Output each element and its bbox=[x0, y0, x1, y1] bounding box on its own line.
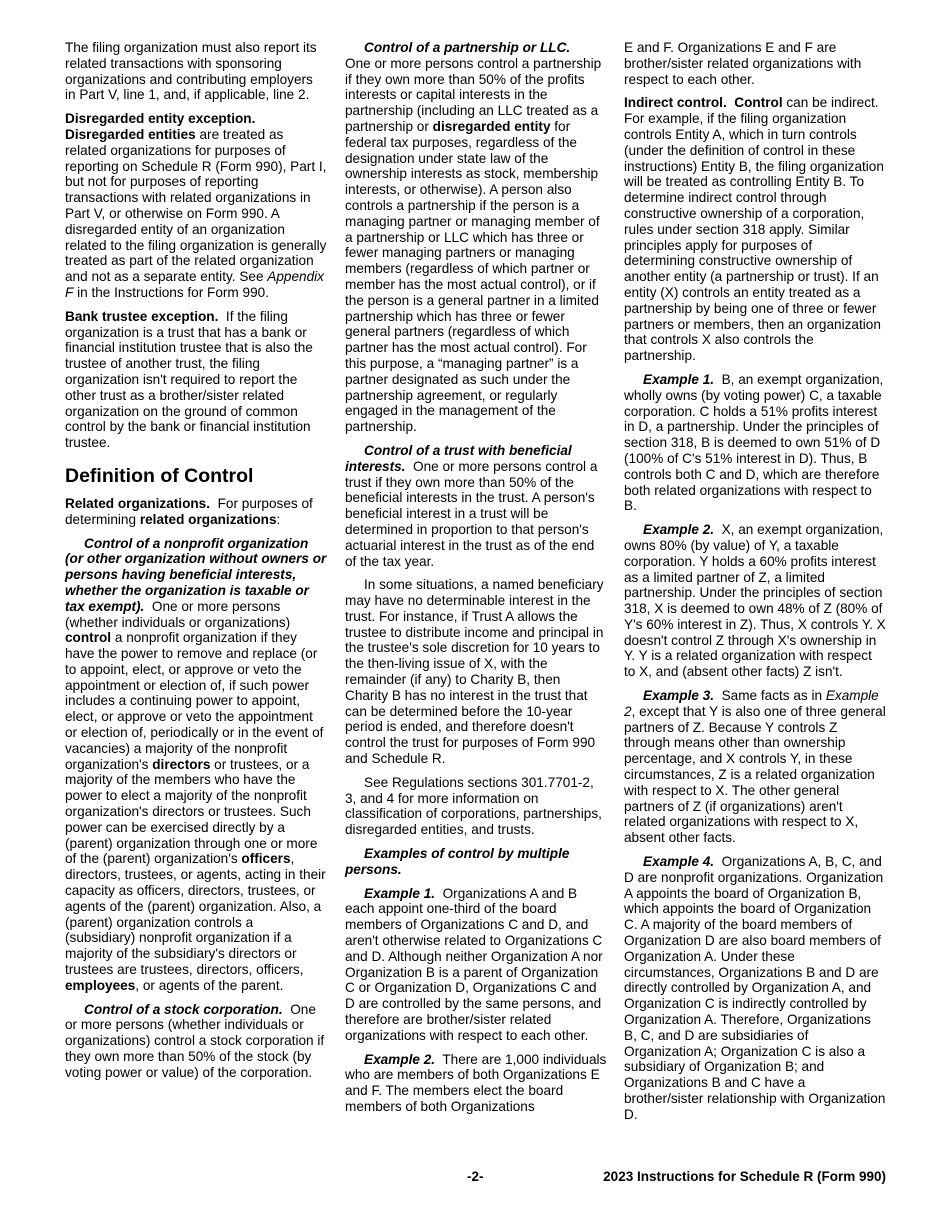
subheading-control-stock-corp: Control of a stock corporation. bbox=[84, 1001, 283, 1017]
column-2 bbox=[345, 40, 607, 1123]
paragraph-bank-trustee bbox=[65, 309, 327, 451]
text: If the filing organization is a trust that has a bank or financial institution trustee that is also the trustee of another trust, the filing organization isn't required to report the other trust as a brother/sister related organization on the ground of common control by the bank or financial institution trustee. bbox=[65, 308, 313, 451]
bold-term: employees bbox=[65, 977, 136, 993]
subheading-indirect-control: Indirect control. bbox=[624, 95, 727, 111]
example-label: Example 1. bbox=[643, 371, 715, 387]
paragraph-disregarded-entity bbox=[65, 111, 327, 301]
bold-term: Disregarded entities bbox=[65, 126, 196, 142]
text: For purposes of determining bbox=[65, 495, 313, 527]
bold-term: control bbox=[65, 630, 112, 646]
subheading-bank-trustee: Bank trustee exception. bbox=[65, 308, 219, 324]
paragraph-example-1 bbox=[345, 886, 607, 1044]
text: , directors, trustees, or agents, acting in their capacity as officers, directors, trustees, or agents of the (parent) organization. Also, a (parent) organization controls a (subsidiary) nonprofit organization if a majority of the subsidiary's directors or trustees are trustees, directors, officers, bbox=[65, 851, 326, 978]
paragraph-named-beneficiary: In some situations, a named beneficiary may have no determinable interest in the trust. For instance, if Trust A allows the trustee to distribute income and principal in the trustee's sole discretion for 10 years to the then-living issue of X, with the remainder (if any) to Charity B, then Charity B has no interest in the trust that can be determined before the 10-year period is ended, and therefore doesn't control the trust for purposes of Form 990 and Schedule R. bbox=[345, 577, 604, 767]
paragraph-example-2 bbox=[624, 522, 886, 680]
paragraph-example-3 bbox=[624, 688, 886, 846]
paragraph-control-partnership bbox=[345, 40, 607, 435]
text: B, an exempt organization, wholly owns (by voting power) C, a taxable corporation. C holds a 51% profits interest in D, a partnership. Under the principles of section 318, B is deemed to own 51% of D (100% of C's 51% interest in D). Thus, B controls both C and D, which are therefore both related organizations with respect to B. bbox=[624, 371, 884, 514]
subheading-related-orgs: Related organizations. bbox=[65, 495, 211, 511]
text: X, an exempt organization, owns 80% (by value) of Y, a taxable corporation. Y holds a 60% profits interest as a limited partner of Z, a limited partnership. Under the principles of section 318, X is deemed to own 48% of Z (80% of Y's 60% interest in Z). Thus, X controls Y. X doesn't control Z through X's ownership in Y. Y is a related organization with respect to X, and (absent other facts) Z isn't. bbox=[624, 522, 886, 680]
subheading-control-nonprofit: Control of a nonprofit organization (or other organization without owners or persons having beneficial interests, whether the organization is taxable or tax exempt). bbox=[65, 535, 327, 614]
text: , or agents of the parent. bbox=[135, 977, 284, 993]
text: , except that Y is also one of three general partners of Z. Because Y controls Z through means other than ownership percentage, and X controls Y, in these circumstances, Z is a related organization with respect to X. The other general partners of Z (if organizations) aren't related organizations with respect to X, absent other facts. bbox=[624, 703, 886, 846]
bold-term: disregarded entity bbox=[432, 118, 551, 134]
paragraph-regulations: See Regulations sections 301.7701-2, 3, and 4 for more information on classification of corporations, partnerships, disregarded entities, and trusts. bbox=[345, 774, 602, 838]
example-label: Example 4. bbox=[643, 854, 715, 870]
bold-term: directors bbox=[152, 756, 211, 772]
column-3 bbox=[624, 40, 886, 1131]
text: One or more persons control a partnership if they own more than 50% of the profits interests or capital interests in the partnership (including an LLC treated as a partnership or bbox=[345, 55, 602, 134]
section-heading: Definition of Control bbox=[65, 464, 254, 487]
paragraph-indirect-control bbox=[624, 95, 886, 364]
paragraph-examples-heading bbox=[345, 846, 607, 878]
text: can be indirect. For example, if the filing organization controls Entity A, which in turn controls (under the definition of control in these instructions) Entity B, the filing organization will be treated as controlling Entity B. To determine indirect control through constructive ownership of a corporation, rules under section 318 apply. Similar principles apply for purposes of determining constructive ownership of another entity (a partnership or trust). If an entity (X) controls an entity treated as a partnership by being one of three or fewer partners or members, then an organization that controls X also controls the partnership. bbox=[624, 95, 884, 364]
example-label: Example 2. bbox=[364, 1051, 436, 1067]
text: in the Instructions for Form 990. bbox=[73, 284, 269, 300]
column-1 bbox=[65, 40, 327, 1089]
bold-term: Control bbox=[734, 95, 783, 111]
subheading-control-trust: Control of a trust with beneficial interests. bbox=[345, 442, 572, 474]
text: Organizations A, B, C, and D are nonprofit organizations. Organization A appoints the board of Organization B, which appoints the board of Organization C. A majority of the board members of Organization D are also board members of Organization A. Under these circumstances, Organizations B and D are directly controlled by Organization A, and Organization C is indirectly controlled by Organization A. Therefore, Organizations B, C, and D are subsidiaries of Organization A; Organization C is also a subsidiary of Organization B; and Organizations B and C have a brother/sister relationship with Organization D. bbox=[624, 854, 886, 1122]
bold-term: related organizations bbox=[139, 511, 277, 527]
example-label: Example 2. bbox=[643, 522, 715, 538]
paragraph-example-4 bbox=[624, 854, 886, 1123]
text: or trustees, or a majority of the members who have the power to elect a majority of the nonprofit organization's directors or trustees. Such power can be exercised directly by a (parent) organization through one or more of the (parent) organization's bbox=[65, 756, 318, 867]
paragraph-control-nonprofit bbox=[65, 536, 327, 994]
text: are treated as related organizations for purposes of reporting on Schedule R (Form 990), Part I, but not for purposes of reporting transactions with related organizations in Part V, or otherwise on Form 990. A disregarded entity of an organization related to the filing organization is generally treated as part of the related organization and not as a separate entity. See bbox=[65, 126, 327, 285]
paragraph-example-1 bbox=[624, 372, 886, 514]
paragraph-continued: E and F. Organizations E and F are brother/sister related organizations with respect to each other. bbox=[624, 40, 862, 87]
paragraph-related-orgs bbox=[65, 496, 327, 528]
paragraph-example-2 bbox=[345, 1052, 607, 1115]
subheading-disregarded-entity: Disregarded entity exception. bbox=[65, 111, 256, 127]
text: There are 1,000 individuals who are members of both Organizations E and F. The members elect the board members of both Organizations bbox=[345, 1051, 607, 1114]
text: Same facts as in bbox=[721, 688, 826, 704]
italic-ref: Example 2 bbox=[624, 688, 879, 719]
text: One or more persons (whether individuals or organizations) bbox=[65, 598, 291, 630]
paragraph-control-trust bbox=[345, 443, 607, 569]
page-number: -2- bbox=[467, 1169, 484, 1184]
text: Organizations A and B each appoint one-third of the board members of Organizations C and D, and aren't otherwise related to Organizations C and D. Although neither Organization A nor Organization B is a parent of Organization C or Organization D, Organizations C and D are controlled by the same persons, and therefore are brother/sister related organizations with respect to each other. bbox=[345, 885, 603, 1043]
example-label: Example 1. bbox=[364, 885, 436, 901]
text: a nonprofit organization if they have the power to remove and replace (or to appoint, elect, or approve or veto the appointment or election of, if such power includes a continuing power to appoint, elect, or approve or veto the appointment or election of, periodically or in the event of vacancies) a majority of the nonprofit organization's bbox=[65, 630, 324, 772]
text: One or more persons control a trust if they own more than 50% of the beneficial interests in the trust. A person's beneficial interest in a trust will be determined in proportion to that person's actuarial interest in the trust as of the end of the tax year. bbox=[345, 458, 598, 569]
text: for federal tax purposes, regardless of the designation under state law of the ownership interests as stock, membership interests, or otherwise). A person also controls a partnership if the person is a managing partner or managing member of a partnership or LLC which has three or fewer managing partners or managing members (regardless of which partner or member has the most actual control), or if the person is a general partner in a limited partnership which has three or fewer general partners (regardless of which partner has the most actual control). For this purpose, a “managing partner” is a partner designated as such under the partnership agreement, or regularly engaged in the management of the partnership. bbox=[345, 118, 600, 435]
paragraph-control-stock-corp bbox=[65, 1002, 327, 1081]
italic-ref: Appendix F bbox=[65, 269, 324, 300]
example-label: Example 3. bbox=[643, 688, 715, 704]
paragraph-sponsoring-orgs: The filing organization must also report its related transactions with sponsoring organizations and contributing employers in Part V, line 1, and, if applicable, line 2. bbox=[65, 40, 317, 103]
bold-term: officers bbox=[241, 851, 291, 867]
text: : bbox=[276, 511, 281, 527]
text: One or more persons (whether individuals or organizations) control a stock corporation if they own more than 50% of the stock (by voting power or value) of the corporation. bbox=[65, 1001, 325, 1080]
subheading-examples-multiple: Examples of control by multiple persons. bbox=[345, 846, 570, 877]
footer-title: 2023 Instructions for Schedule R (Form 990) bbox=[603, 1169, 886, 1184]
subheading-control-partnership: Control of a partnership or LLC. bbox=[364, 40, 571, 55]
